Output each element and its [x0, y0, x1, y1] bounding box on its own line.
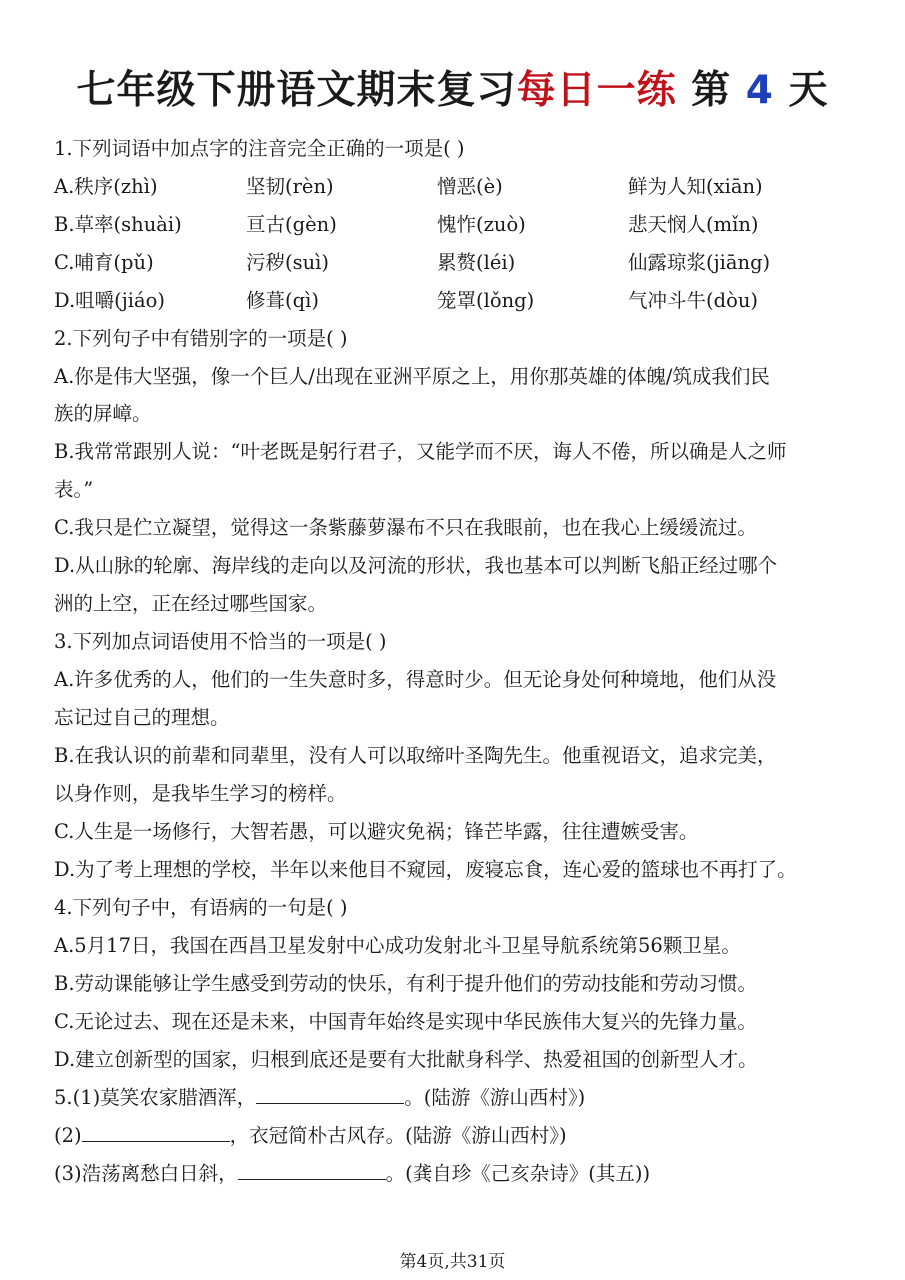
q1-option-a-1: A.秩序(zhì): [54, 175, 158, 198]
q1-option-b-3: 愧怍(zuò): [437, 213, 526, 236]
q1-option-b-1: B.草率(shuài): [54, 213, 182, 236]
q2-option-b: B.我常常跟别人说：“叶老既是躬行君子，又能学而不厌，诲人不倦，所以确是人之师: [54, 440, 787, 463]
q2-option-b-cont: 表。”: [54, 478, 94, 501]
q2-stem: 2.下列句子中有错别字的一项是( ): [54, 327, 348, 350]
title-day-suffix: 天: [773, 68, 829, 113]
q3-option-a-cont: 忘记过自己的理想。: [54, 706, 230, 729]
q5-line-3: [54, 1159, 650, 1189]
q4-option-a: A.5月17日，我国在西昌卫星发射中心成功发射北斗卫星导航系统第56颗卫星。: [54, 934, 741, 957]
q3-option-c: C.人生是一场修行，大智若愚，可以避灾免祸；锋芒毕露，往往遭嫉受害。: [54, 820, 699, 843]
title-day-number: 4: [745, 68, 774, 113]
q3-option-d: D.为了考上理想的学校，半年以来他目不窥园，废寝忘食，连心爱的篮球也不再打了。: [54, 858, 797, 881]
q5-1-prompt: 5.(1)莫笑农家腊酒浑，: [54, 1086, 257, 1109]
q1-option-d-1: D.咀嚼(jiáo): [54, 289, 166, 312]
title-main: 七年级下册语文期末复习: [76, 68, 517, 113]
q1-option-d-2: 修葺(qì): [246, 289, 319, 312]
q5-3-prompt: (3)浩荡离愁白日斜，: [54, 1162, 238, 1185]
q2-option-a-cont: 族的屏嶂。: [54, 402, 152, 425]
q1-option-c-3: 累赘(léi): [437, 251, 516, 274]
q5-3-source: 。(龚自珍《己亥杂诗》(其五)): [385, 1162, 651, 1185]
q3-option-b-cont: 以身作则，是我毕生学习的榜样。: [54, 782, 347, 805]
q1-option-d-3: 笼罩(lǒng): [437, 289, 535, 312]
q1-stem: 1.下列词语中加点字的注音完全正确的一项是( ): [54, 137, 465, 160]
q2-option-d: D.从山脉的轮廓、海岸线的走向以及河流的形状，我也基本可以判断飞船正经过哪个: [54, 554, 778, 577]
q5-3-answer-blank[interactable]: [238, 1159, 386, 1180]
q5-1-source: 。(陆游《游山西村》): [404, 1086, 586, 1109]
q2-option-d-cont: 洲的上空，正在经过哪些国家。: [54, 592, 328, 615]
title-highlight: 每日一练: [516, 68, 677, 113]
q1-option-a-3: 憎恶(è): [437, 175, 503, 198]
q4-option-b: B.劳动课能够让学生感受到劳动的快乐，有利于提升他们的劳动技能和劳动习惯。: [54, 972, 758, 995]
title-day-prefix: 第: [676, 68, 746, 113]
q5-line-1: [54, 1083, 585, 1113]
q1-option-d-4: 气冲斗牛(dòu): [628, 289, 758, 312]
q2-option-a: A.你是伟大坚强，像一个巨人/出现在亚洲平原之上，用你那英雄的体魄/筑成我们民: [54, 365, 770, 388]
q5-2-source: ，衣冠简朴古风存。(陆游《游山西村》): [229, 1124, 567, 1147]
q1-option-c-2: 污秽(suì): [246, 251, 330, 274]
q4-option-c: C.无论过去、现在还是未来，中国青年始终是实现中华民族伟大复兴的先锋力量。: [54, 1010, 757, 1033]
q1-option-b-4: 悲天悯人(mǐn): [628, 213, 759, 236]
q3-option-b: B.在我认识的前辈和同辈里，没有人可以取缔叶圣陶先生。他重视语文，追求完美，: [54, 744, 777, 767]
q5-line-2: [54, 1121, 567, 1151]
q5-2-answer-blank[interactable]: [82, 1121, 230, 1142]
q1-option-c-1: C.哺育(pǔ): [54, 251, 154, 274]
page-title: [0, 66, 905, 116]
q3-stem: 3.下列加点词语使用不恰当的一项是( ): [54, 630, 387, 653]
q2-option-c: C.我只是伫立凝望，觉得这一条紫藤萝瀑布不只在我眼前，也在我心上缓缓流过。: [54, 516, 757, 539]
q1-option-c-4: 仙露琼浆(jiāng): [628, 251, 771, 274]
q4-stem: 4.下列句子中，有语病的一句是( ): [54, 896, 348, 919]
q3-option-a: A.许多优秀的人，他们的一生失意时多，得意时少。但无论身处何种境地，他们从没: [54, 668, 777, 691]
q1-option-b-2: 亘古(gèn): [246, 213, 337, 236]
q5-1-answer-blank[interactable]: [256, 1083, 404, 1104]
q4-option-d: D.建立创新型的国家，归根到底还是要有大批献身科学、热爱祖国的创新型人才。: [54, 1048, 758, 1071]
q1-option-a-4: 鲜为人知(xiān): [628, 175, 763, 198]
q1-option-a-2: 坚韧(rèn): [246, 175, 334, 198]
page-footer: 第4页,共31页: [399, 1252, 506, 1272]
q5-2-prompt: (2): [54, 1124, 82, 1147]
